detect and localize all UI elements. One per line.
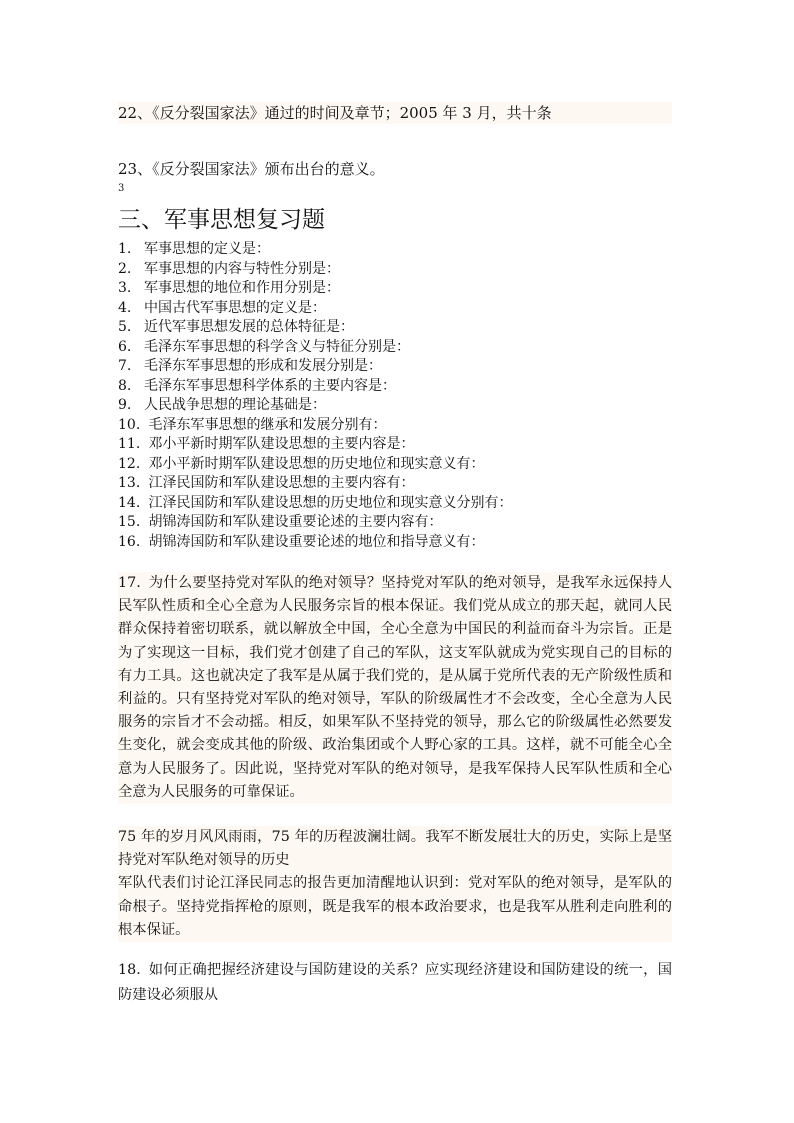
question-number: 15. [118, 514, 141, 530]
question-number: 10. [118, 416, 141, 433]
list-item [118, 494, 512, 514]
question-text: 近代军事思想发展的总体特征是： [144, 319, 354, 335]
question-number: 2. [118, 260, 132, 277]
question-text: 军事思想的内容与特性分别是： [144, 260, 340, 277]
question-number: 1. [118, 241, 132, 257]
question-number: 9. [118, 397, 132, 413]
history-paragraph-line-2: 军队代表们讨论江泽民同志的报告更加清醒地认识到：党对军队的绝对领导，是军队的命根子。坚持党指挥枪的原则，既是我军的根本政治要求，也是我军从胜利走向胜利的根本保证。 [118, 875, 672, 938]
question-number: 14. [118, 494, 141, 511]
question-number: 6. [118, 338, 132, 355]
list-item [118, 455, 512, 475]
question-number: 5. [118, 319, 132, 335]
question-text: 毛泽东军事思想科学体系的主要内容是： [144, 377, 396, 394]
question-23-number: 23、 [118, 160, 153, 178]
question-text: 邓小平新时期军队建设思想的历史地位和现实意义有： [144, 455, 485, 472]
question-17-answer [118, 572, 672, 804]
question-18-text: 如何正确把握经济建设与国防建设的关系？应实现经济建设和国防建设的统一，国防建设必须服从 [118, 962, 672, 1003]
question-text: 军事思想的定义是： [144, 241, 270, 257]
question-23-text: 《反分裂国家法》颁布出台的意义。 [152, 160, 385, 178]
list-item [118, 513, 512, 533]
question-17-number: 17. [118, 575, 141, 591]
question-number: 8. [118, 377, 132, 394]
question-text: 毛泽东军事思想的科学含义与特征分别是： [144, 338, 410, 355]
question-text: 江泽民国防和军队建设思想的主要内容有： [144, 475, 415, 491]
list-item [118, 416, 512, 436]
question-number: 11. [118, 436, 141, 452]
list-item [118, 435, 512, 455]
list-item [118, 357, 512, 377]
question-list [118, 240, 512, 552]
question-number: 16. [118, 533, 141, 550]
question-text: 人民战争思想的理论基础是： [144, 397, 326, 413]
question-number: 13. [118, 475, 141, 491]
history-paragraph-line-1: 75 年的岁月风风雨雨，75 年的历程波澜壮阔。我军不断发展壮大的历史，实际上是坚持党对军队绝对领导的历史 [118, 829, 672, 869]
question-text: 胡锦涛国防和军队建设重要论述的地位和指导意义有： [144, 533, 485, 550]
question-number: 4. [118, 299, 132, 316]
list-item [118, 474, 512, 494]
list-item [118, 533, 512, 553]
question-18-number: 18. [118, 962, 141, 978]
question-text: 邓小平新时期军队建设思想的主要内容是： [144, 436, 415, 452]
question-text: 毛泽东军事思想的形成和发展分别是： [144, 358, 382, 374]
list-item [118, 299, 512, 319]
section-title: 三、军事思想复习题 [118, 207, 325, 233]
question-text: 江泽民国防和军队建设思想的历史地位和现实意义分别有： [144, 494, 513, 511]
question-number: 3. [118, 280, 132, 296]
list-item [118, 279, 512, 299]
question-number: 7. [118, 358, 132, 374]
list-item [118, 240, 512, 260]
question-text: 毛泽东军事思想的继承和发展分别有： [144, 416, 387, 433]
question-text: 中国古代军事思想的定义是： [144, 299, 326, 316]
question-number: 12. [118, 455, 141, 472]
list-item [118, 377, 512, 397]
question-22 [118, 102, 672, 124]
question-23 [118, 158, 385, 180]
question-17-text: 为什么要坚持党对军队的绝对领导？坚持党对军队的绝对领导，是我军永远保持人民军队性质和全心全意为人民服务宗旨的根本保证。我们党从成立的那天起，就同人民群众保持着密切联系，就以解放全中国，全心全意为中国民的利益而奋斗为宗旨。正是为了实现这一目标，我们党才创建了自己的军队，这支军队就成为党实现自己的目标的有力工具。这也就决定了我军是从属于我们党的，是从属于党所代表的无产阶级性质和利益的。只有坚持党对军队的绝对领导，军队的阶级属性才不会改变，全心全意为人民服务的宗旨才不会动摇。相反，如果军队不坚持党的领导，那么它的阶级属性必然要发生变化，就会变成其他的阶级、政治集团或个人野心家的工具。这样，就不可能全心全意为人民服务了。因此说，坚持党对军队的绝对领导，是我军保持人民军队性质和全心全意为人民服务的可靠保证。 [118, 575, 672, 800]
history-paragraph [118, 826, 672, 942]
list-item [118, 338, 512, 358]
page-number: 3 [118, 183, 125, 194]
list-item [118, 318, 512, 338]
list-item [118, 260, 512, 280]
question-text: 军事思想的地位和作用分别是： [144, 280, 340, 296]
list-item [118, 396, 512, 416]
question-22-number: 22、 [118, 104, 153, 122]
question-22-text: 《反分裂国家法》通过的时间及章节；2005 年 3 月，共十条 [152, 104, 552, 122]
question-text: 胡锦涛国防和军队建设重要论述的主要内容有： [144, 514, 443, 530]
question-18 [118, 958, 672, 1008]
